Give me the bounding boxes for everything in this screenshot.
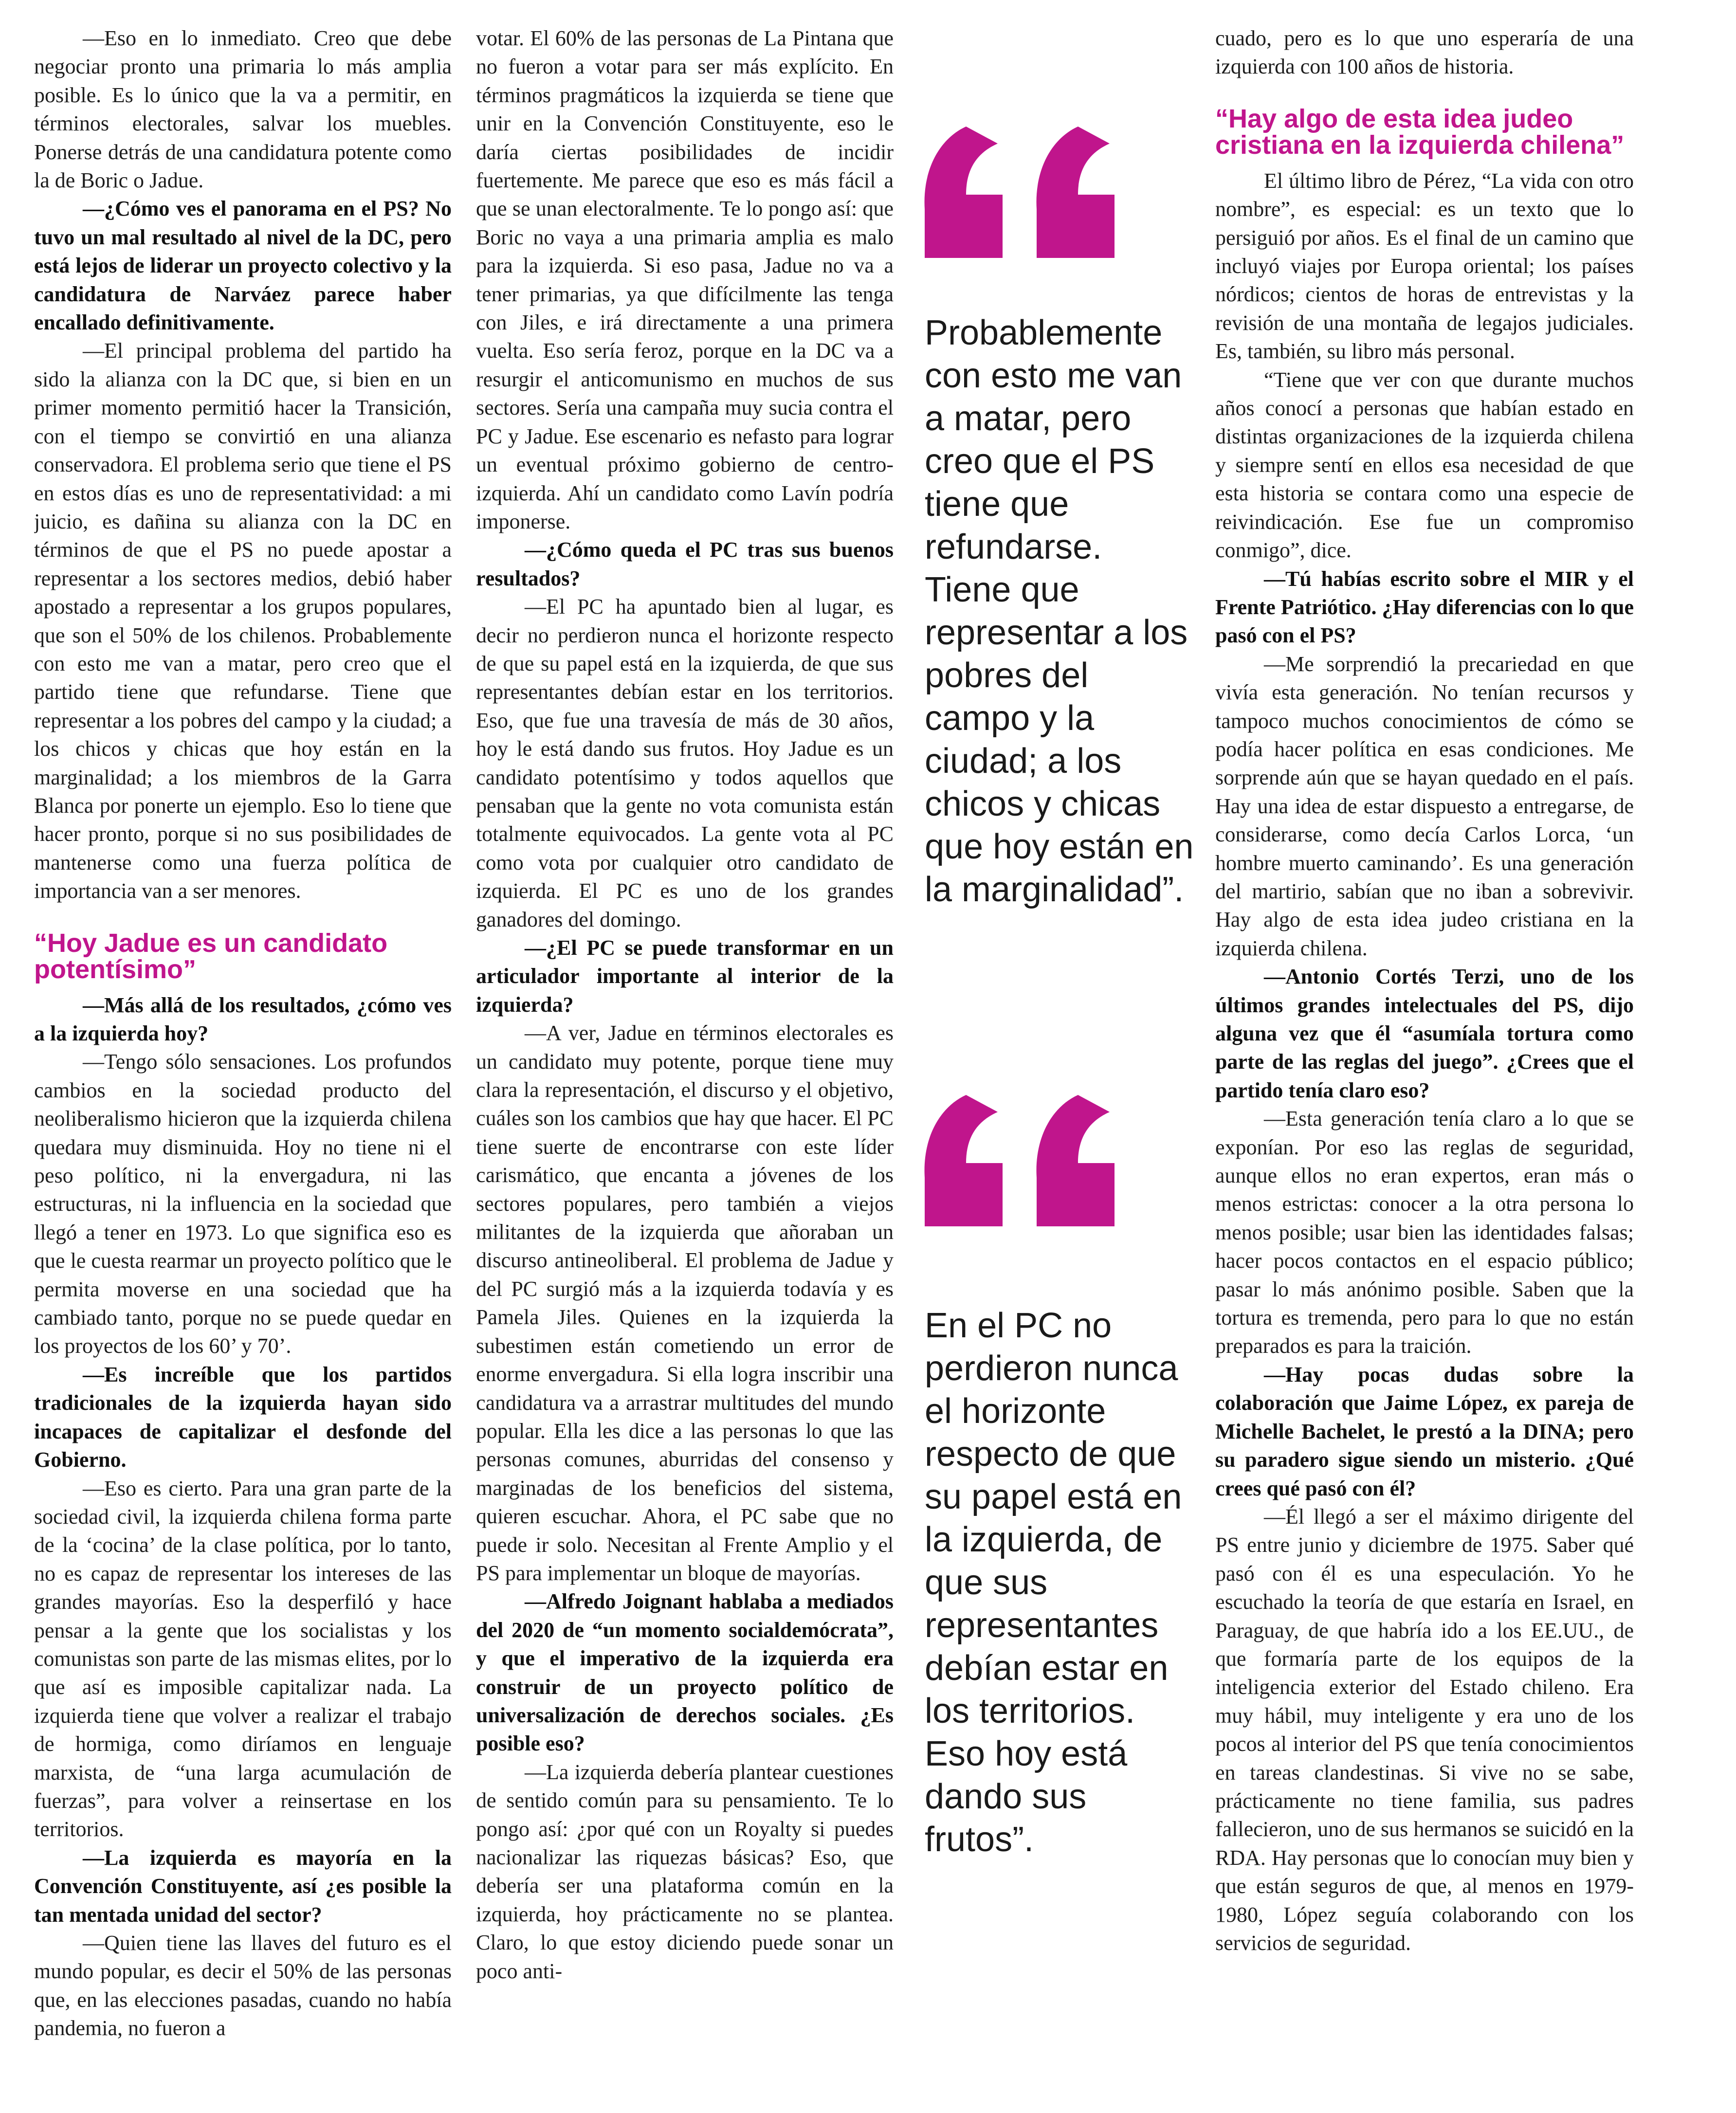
article-paragraph: El último libro de Pérez, “La vida con otro nombre”, es especial: es un texto que lo persiguió por años. Es el final de un camino que incluyó viajes por Europa oriental; los países nórdicos; cientos de horas de entrevistas y la revisión de una montaña de legajos judiciales. Es, también, su libro más personal. — [1215, 168, 1634, 364]
open-quote-icon — [920, 1085, 1124, 1231]
interview-question: —La izquierda es mayoría en la Convención Constituyente, así ¿es posible la tan mentada unidad del sector? — [34, 1845, 452, 1927]
article-paragraph: —Él llegó a ser el máximo dirigente del PS entre junio y diciembre de 1975. Saber qué pasó con él es una especulación. Yo he escuchado la teoría de que estaría en Israel, en Paraguay, de que habría ido a los EE.UU., de que formaría parte de los equipos de la inteligencia exterior del Estado chileno. Era muy hábil, muy inteligente y era uno de los pocos al interior del PS que tenía conocimientos en tareas clandestinas. Si vive no se sabe, prácticamente no tiene familia, sus padres fallecieron, uno de sus hermanos se suicidó en la RDA. Hay personas que lo conocían muy bien y que están seguros de que, al menos en 1979-1980, López seguía colaborando con los servicios de seguridad. — [1215, 1504, 1634, 1955]
article-paragraph: —Tengo sólo sensaciones. Los profundos cambios en la sociedad producto del neoliberalismo hicieron que la izquierda chilena quedara muy disminuida. Hoy no tiene ni el peso político, ni la envergadura, ni las estructuras, ni la influencia en la sociedad que llegó a tener en 1973. Lo que significa eso es que le cuesta rearmar un proyecto político que le permita moverse en una sociedad que ha cambiado tanto, porque no se puede quedar en los proyectos de los 60’ y 70’. — [34, 1050, 452, 1358]
article-paragraph: cuado, pero es lo que uno esperaría de una izquierda con 100 años de historia. — [1215, 26, 1634, 79]
pull-quote-1 — [920, 117, 1197, 911]
interview-question: —Antonio Cortés Terzi, uno de los últimos grandes intelectuales del PS, dijo alguna vez que él “asumíala tortura como parte de las reglas del juego”. ¿Crees que el partido tenía claro eso? — [1215, 965, 1634, 1102]
open-quote-icon — [920, 117, 1124, 263]
interview-question: —¿Cómo queda el PC tras sus buenos resultados? — [476, 538, 894, 590]
section-subheading: “Hay algo de esta idea judeo cristiana en la izquierda chilena” — [1215, 104, 1625, 160]
section-subheading: “Hoy Jadue es un candidato potentísimo” — [34, 928, 388, 984]
article-paragraph: —El PC ha apuntado bien al lugar, es decir no perdieron nunca el horizonte respecto de que su papel está en la izquierda, de que sus representantes debían estar en los territorios. Eso, que fue una travesía de más de 30 años, hoy le está dando sus frutos. Hoy Jadue es un candidato potentísimo y todos aquellos que pensaban que la gente no vota comunista están totalmente equivocados. La gente vota al PC como vota por cualquier otro candidato de izquierda. El PC es uno de los grandes ganadores del domingo. — [476, 595, 894, 931]
interview-question: —¿Cómo ves el panorama en el PS? No tuvo un mal resultado al nivel de la DC, pero está lejos de liderar un proyecto colectivo y la candidatura de Narváez parece haber encallado definitivamente. — [34, 197, 452, 335]
article-paragraph: —El principal problema del partido ha sido la alianza con la DC que, si bien en un primer momento permitió hacer la Transición, con el tiempo se convirtió en una alianza conservadora. El problema serio que tiene el PS en estos días es uno de representatividad: a mi juicio, es dañina su alianza con la DC en términos de que el PS no puede apostar a representar a los sectores medios, debió haber apostado a representar a los grupos populares, que son el 50% de los chilenos. Probablemente con esto me van a matar, pero creo que el partido tiene que refundarse. Tiene que representar a los pobres del campo y la ciudad; a los chicos y chicas que hoy están en la marginalidad; a los miembros de la Garra Blanca por ponerte un ejemplo. Eso lo tiene que hacer pronto, porque si no sus posibilidades de mantenerse como una fuerza política de importancia van a ser menores. — [34, 339, 452, 903]
article-column-1 — [34, 24, 452, 2084]
article-paragraph: —Quien tiene las llaves del futuro es el mundo popular, es decir el 50% de las personas que, en las elecciones pasadas, cuando no había pandemia, no fueron a — [34, 1931, 452, 2040]
article-column-2 — [476, 24, 894, 2084]
interview-question: —Es increíble que los partidos tradicionales de la izquierda hayan sido incapaces de capitalizar el desfonde del Gobierno. — [34, 1362, 452, 1472]
article-paragraph: votar. El 60% de las personas de La Pintana que no fueron a votar para ser más explícito. En términos pragmáticos la izquierda se tiene que unir en la Convención Constituyente, eso le daría ciertas posibilidades de incidir fuertemente. Me parece que eso es más fácil a que se unan electoralmente. Te lo pongo así: que Boric no vaya a una primaria amplia es malo para la izquierda. Si eso pasa, Jadue no va a tener primarias, ya que difícilmente las tenga con Jiles, e irá directamente a una primera vuelta. Eso sería feroz, porque en la DC va a resurgir el anticomunismo en muchos de sus sectores. Sería una campaña muy sucia contra el PC y Jadue. Ese escenario es nefasto para lograr un eventual próximo gobierno de centro- izquierda. Ahí un candidato como Lavín podría imponerse. — [476, 26, 894, 533]
pull-quote-text: En el PC no perdieron nunca el horizonte respecto de que su papel está en la izquierda, de que sus representantes debían estar en los territorios. Eso hoy está dando sus frutos”. — [925, 1306, 1182, 1859]
interview-question: —Alfredo Joignant hablaba a mediados del 2020 de “un momento socialdemócrata”, y que el imperativo de la izquierda era construir de un proyecto político de universalización de derechos sociales. ¿Es posible eso? — [476, 1589, 894, 1756]
interview-question: —¿El PC se puede transformar en un articulador importante al interior de la izquierda? — [476, 936, 894, 1017]
article-paragraph: —Esta generación tenía claro a lo que se exponían. Por eso las reglas de seguridad, aunque ellos no eran expertos, eran más o menos estrictas: conocer a la otra persona lo menos posible; usar bien las identidades falsas; hacer pocos contactos en el espacio público; pasar lo más anónimo posible. Saben que la tortura es tremenda, pero para lo que no están preparados es para la traición. — [1215, 1107, 1634, 1358]
interview-question: —Tú habías escrito sobre el MIR y el Frente Patriótico. ¿Hay diferencias con lo que pasó con el PS? — [1215, 566, 1634, 648]
interview-question: —Hay pocas dudas sobre la colaboración que Jaime López, ex pareja de Michelle Bachelet, le prestó a la DINA; pero su paradero sigue siendo un misterio. ¿Qué crees qué pasó con él? — [1215, 1362, 1634, 1500]
pull-quote-2 — [920, 1085, 1197, 1861]
article-paragraph: —A ver, Jadue en términos electorales es un candidato muy potente, porque tiene muy clara la representación, el discurso y el objetivo, cuáles son los cambios que hay que hacer. El PC tiene suerte de encontrarse con este líder carismático, que encanta a jóvenes de los sectores populares, pero también a viejos militantes de la izquierda que añoraban un discurso antineoliberal. El problema de Jadue y del PC surgió más a la izquierda todavía y es Pamela Jiles. Quienes en la izquierda la subestimen están cometiendo un error de enorme envergadura. Si ella logra inscribir una candidatura va a arrastrar multitudes del mundo popular. Ella les dice a las personas lo que las personas comunes, aburridas del consenso y marginadas de los beneficios del sistema, quieren escuchar. Ahora, el PC sabe que no puede ir solo. Necesitan al Frente Amplio y el PS para implementar un bloque de mayorías. — [476, 1021, 894, 1585]
article-paragraph: —La izquierda debería plantear cuestiones de sentido común para su pensamiento. Te lo pongo así: ¿por qué con un Royalty si puedes nacionalizar las riquezas básicas? Eso, que debería ser una plataforma común en la izquierda, hoy prácticamente no se plantea. Claro, lo que estoy diciendo puede sonar un poco anti- — [476, 1760, 894, 1983]
article-column-4 — [1215, 24, 1634, 2084]
article-paragraph: —Me sorprendió la precariedad en que vivía esta generación. No tenían recursos y tampoco muchos conocimientos de cómo se podía hacer política en esas condiciones. Me sorprende aún que se hayan quedado en el país. Hay una idea de estar dispuesto a entregarse, de considerarse, como decía Carlos Lorca, ‘un hombre muerto caminando’. Es una generación del martirio, sabían que no iban a sobrevivir. Hay algo de esta idea judeo cristiana en la izquierda chilena. — [1215, 652, 1634, 960]
article-paragraph: “Tiene que ver con que durante muchos años conocí a personas que habían estado en distintas organizaciones de la izquierda chilena y siempre sentí en ellos esa necesidad de que esta historia se contara como una especie de reivindicación. Ese fue un compromiso conmigo”, dice. — [1215, 367, 1634, 563]
interview-question: —Más allá de los resultados, ¿cómo ves a la izquierda hoy? — [34, 993, 452, 1045]
pull-quote-text: Probablemente con esto me van a matar, pero creo que el PS tiene que refundarse. Tiene que representar a los pobres del campo y la ciudad; a los chicos y chicas que hoy están en la marginalidad”. — [925, 313, 1194, 909]
article-paragraph: —Eso en lo inmediato. Creo que debe negociar pronto una primaria lo más amplia posible. Es lo único que la va a permitir, en términos electorales, salvar los muebles. Ponerse detrás de una candidatura potente como la de Boric o Jadue. — [34, 26, 452, 193]
article-paragraph: —Eso es cierto. Para una gran parte de la sociedad civil, la izquierda chilena forma parte de la ‘cocina’ de la clase política, por lo tanto, no es capaz de representar los intereses de las grandes mayorías. Eso la desperfiló y hace pensar a la gente que los socialistas y los comunistas son parte de las mismas elites, por lo que así es imposible capitalizar nada. La izquierda tiene que volver a realizar el trabajo de hormiga, como diríamos en lenguaje marxista, de “una larga acumulación de fuerzas”, para volver a reinsertase en los territorios. — [34, 1476, 452, 1841]
